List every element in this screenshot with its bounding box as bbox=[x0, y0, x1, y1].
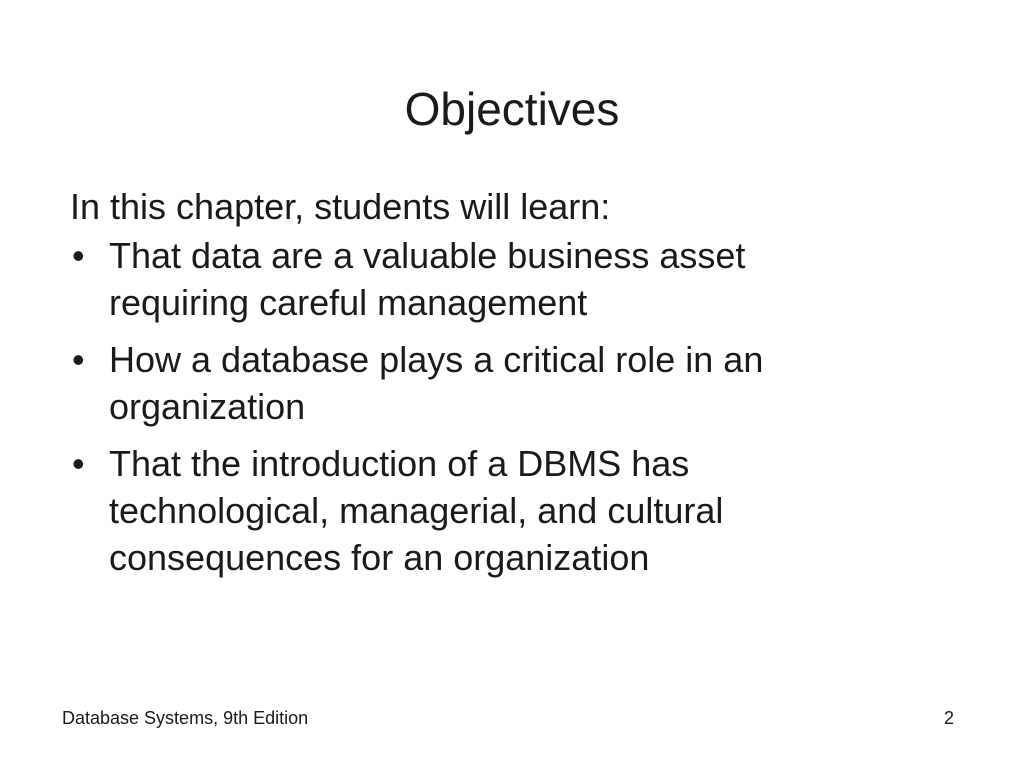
bullet-icon: • bbox=[72, 235, 85, 276]
list-item bbox=[70, 440, 890, 581]
slide-title: Objectives bbox=[404, 83, 620, 135]
list-item bbox=[70, 336, 890, 430]
bullet-text: That data are a valuable business asset requiring careful management bbox=[109, 235, 746, 323]
list-item bbox=[70, 232, 890, 326]
objectives-list bbox=[70, 232, 890, 581]
bullet-icon: • bbox=[72, 443, 85, 484]
footer-course-title: Database Systems, 9th Edition bbox=[62, 708, 309, 728]
page-number: 2 bbox=[943, 708, 954, 728]
bullet-text: How a database plays a critical role in an organization bbox=[109, 339, 764, 427]
bullet-text: That the introduction of a DBMS has technological, managerial, and cultural consequences for an organization bbox=[109, 443, 724, 578]
intro-text: In this chapter, students will learn: bbox=[70, 186, 611, 227]
bullet-icon: • bbox=[72, 339, 85, 380]
slide-body bbox=[70, 183, 890, 591]
